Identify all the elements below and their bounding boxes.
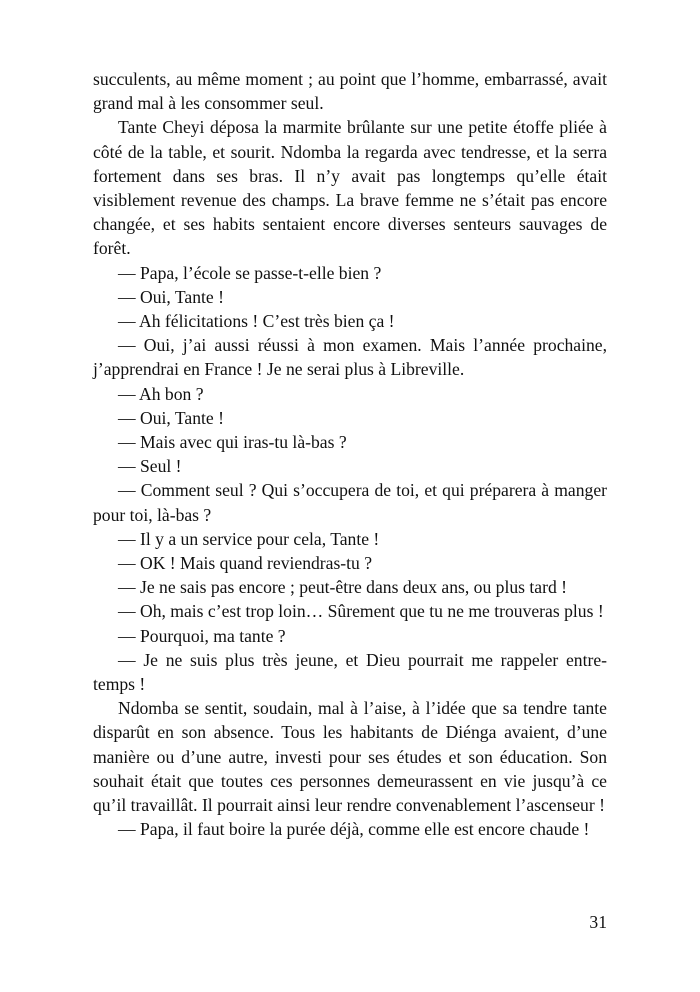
dialogue-line: — Papa, il faut boire la purée déjà, comme elle est encore chaude ! xyxy=(118,819,590,840)
dialogue-line: — Mais avec qui iras-tu là-bas ? xyxy=(118,432,347,453)
dialogue-line: — Oui, j’ai aussi réussi à mon examen. Mais l’année prochaine, j’apprendrai en France ! Je ne serai plus à Libreville. xyxy=(93,335,607,380)
paragraph-continuation: succulents, au même moment ; au point que l’homme, embarrassé, avait grand mal à les consommer seul. xyxy=(93,69,607,114)
dialogue-line: — OK ! Mais quand reviendras-tu ? xyxy=(118,553,373,574)
dialogue-line: — Oui, Tante ! xyxy=(118,407,224,428)
dialogue-line: — Oh, mais c’est trop loin… Sûrement que tu ne me trouveras plus ! xyxy=(118,601,604,622)
dialogue-line: — Seul ! xyxy=(118,456,182,477)
dialogue-line: — Ah félicitations ! C’est très bien ça ! xyxy=(118,311,395,332)
dialogue-line: — Pourquoi, ma tante ? xyxy=(118,625,286,646)
dialogue-line: — Je ne suis plus très jeune, et Dieu pourrait me rappeler entre-temps ! xyxy=(93,649,607,695)
page-number: 31 xyxy=(589,912,607,932)
dialogue-line: — Comment seul ? Qui s’occupera de toi, et qui préparera à manger pour toi, là-bas ? xyxy=(93,480,607,525)
dialogue-line: — Oui, Tante ! xyxy=(118,286,224,307)
dialogue-line: — Papa, l’école se passe-t-elle bien ? xyxy=(118,262,382,283)
dialogue-line: — Ah bon ? xyxy=(118,383,204,404)
paragraph-narration: Ndomba se sentit, soudain, mal à l’aise, à l’idée que sa tendre tante disparût en son absence. Tous les habitants de Diénga avaient, d’une manière ou d’une autre, investi pour ses études et son éducation. Son souhait était que toutes ces personnes demeurassent en vie jusqu’à ce qu’il travaillât. Il pourrait ainsi leur rendre convenablement l’ascenseur ! xyxy=(93,698,607,816)
dialogue-line: — Je ne sais pas encore ; peut-être dans deux ans, ou plus tard ! xyxy=(118,577,567,598)
page-body xyxy=(93,67,607,842)
paragraph-narration: Tante Cheyi déposa la marmite brûlante sur une petite étoffe pliée à côté de la table, et sourit. Ndomba la regarda avec tendresse, et la serra fortement dans ses bras. Il n’y avait pas longtemps qu’elle était visiblement revenue des champs. La brave femme ne s’était pas encore changée, et ses habits sentaient encore diverses senteurs sauvages de forêt. xyxy=(93,117,607,259)
dialogue-line: — Il y a un service pour cela, Tante ! xyxy=(118,528,380,549)
